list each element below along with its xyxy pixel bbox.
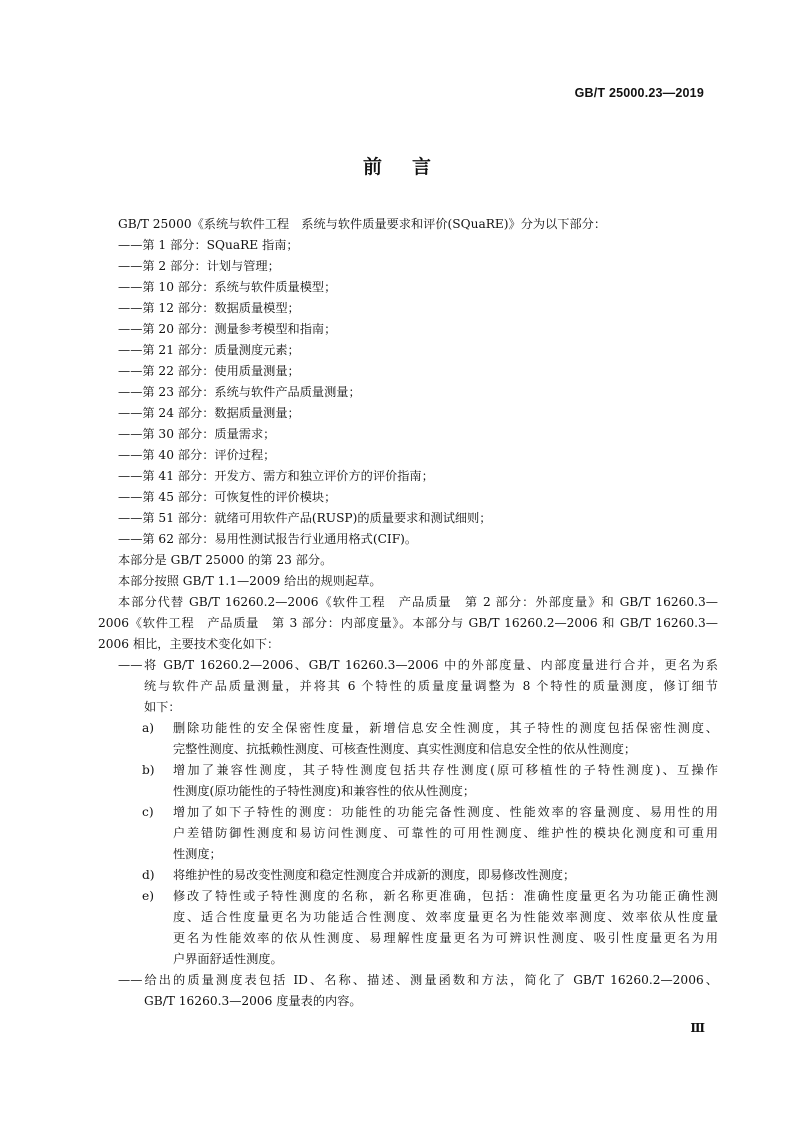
page-number: Ⅲ	[690, 1021, 705, 1035]
intro-paragraph: GB/T 25000《系统与软件工程 系统与软件质量要求和评价(SQuaRE)》分为以下部分：	[118, 217, 607, 231]
part-list-item: ——第 40 部分：评价过程；	[118, 448, 276, 462]
part-list-item: ——第 20 部分：测量参考模型和指南；	[118, 322, 337, 336]
part-list-item: ——第 23 部分：系统与软件产品质量测量；	[118, 385, 361, 399]
sub-item-line: 增加了兼容性测度，其子特性测度包括共存性测度(原可移植性的子特性测度)、互操作	[173, 763, 718, 777]
part-list-item: ——第 10 部分：系统与软件质量模型；	[118, 280, 337, 294]
sub-item	[142, 718, 718, 760]
sub-item-line: 完整性测度、抗抵赖性测度、可核查性测度、真实性测度和信息安全性的依从性测度；	[173, 742, 637, 756]
sub-item-line: 删除功能性的安全保密性度量，新增信息安全性测度，其子特性的测度包括保密性测度、	[173, 721, 718, 735]
sub-item	[142, 760, 718, 802]
part-list-item: ——第 41 部分：开发方、需方和独立评价方的评价指南；	[118, 469, 434, 483]
sub-item	[142, 865, 706, 886]
sub-item-list	[118, 718, 718, 970]
statement-drafting-rules: 本部分按照 GB/T 1.1—2009 给出的规则起草。	[118, 574, 382, 588]
sub-item-marker: d)	[142, 868, 155, 882]
part-list-item: ——第 30 部分：质量需求；	[118, 427, 276, 441]
sub-item	[142, 802, 718, 865]
parts-list	[118, 235, 706, 550]
change-item-line: ——给出的质量测度表包括 ID、名称、描述、测量函数和方法，简化了 GB/T 16260.2—2006、	[118, 973, 718, 987]
sub-item-marker: a)	[142, 721, 155, 735]
sub-item-line: 将维护性的易改变性测度和稳定性测度合并成新的测度，即易修改性测度；	[173, 868, 576, 882]
part-list-item: ——第 45 部分：可恢复性的评价模块；	[118, 490, 337, 504]
change-item-line: 统与软件产品质量测量，并将其 6 个特性的质量度量调整为 8 个特性的质量测度，修订细节	[144, 679, 718, 693]
part-list-item: ——第 2 部分：计划与管理；	[118, 259, 280, 273]
sub-item-line: 修改了特性或子特性测度的名称，新名称更准确，包括：准确性度量更名为功能正确性测	[173, 889, 718, 903]
change-item-line: 如下：	[144, 700, 181, 714]
statement-part-number: 本部分是 GB/T 25000 的第 23 部分。	[118, 553, 333, 567]
sub-item-line: 增加了如下子特性的测度：功能性的功能完备性测度、性能效率的容量测度、易用性的用	[173, 805, 718, 819]
sub-item-line: 性测度；	[173, 847, 222, 861]
sub-item-marker: e)	[142, 889, 154, 903]
replace-line: 2006《软件工程 产品质量 第 3 部分：内部度量》。本部分与 GB/T 16260.2—2006 和 GB/T 16260.3—	[98, 616, 718, 630]
replace-line: 2006 相比，主要技术变化如下：	[98, 637, 280, 651]
part-list-item: ——第 22 部分：使用质量测量；	[118, 364, 300, 378]
part-list-item: ——第 51 部分：就绪可用软件产品(RUSP)的质量要求和测试细则；	[118, 511, 492, 525]
sub-item-line: 性测度(原功能性的子特性测度)和兼容性的依从性测度；	[173, 784, 476, 798]
standard-number: GB/T 25000.23—2019	[574, 86, 704, 100]
change-item-line: ——将 GB/T 16260.2—2006、GB/T 16260.3—2006 中的外部度量、内部度量进行合并，更名为系	[118, 658, 718, 672]
sub-item-line: 更名为性能效率的依从性测度、易理解性度量更名为可辨识性测度、吸引性度量更名为用	[173, 931, 718, 945]
sub-item-marker: b)	[142, 763, 155, 777]
sub-item-line: 度、适合性度量更名为功能适合性测度、效率度量更名为性能效率测度、效率依从性度量	[173, 910, 718, 924]
sub-item-marker: c)	[142, 805, 154, 819]
sub-item	[142, 886, 718, 970]
part-list-item: ——第 12 部分：数据质量模型；	[118, 301, 300, 315]
part-list-item: ——第 24 部分：数据质量测量；	[118, 406, 300, 420]
replace-line: 本部分代替 GB/T 16260.2—2006《软件工程 产品质量 第 2 部分：外部度量》和 GB/T 16260.3—	[118, 595, 718, 609]
change-item-line: GB/T 16260.3—2006 度量表的内容。	[144, 994, 362, 1008]
part-list-item: ——第 21 部分：质量测度元素；	[118, 343, 300, 357]
sub-item-line: 户界面舒适性测度。	[173, 952, 283, 966]
part-list-item: ——第 62 部分：易用性测试报告行业通用格式(CIF)。	[118, 532, 418, 546]
sub-item-line: 户差错防御性测度和易访问性测度、可靠性的可用性测度、维护性的模块化测度和可重用	[173, 826, 718, 840]
document-body	[98, 214, 718, 1012]
page-title: 前言	[362, 156, 461, 178]
part-list-item: ——第 1 部分：SQuaRE 指南；	[118, 238, 299, 252]
